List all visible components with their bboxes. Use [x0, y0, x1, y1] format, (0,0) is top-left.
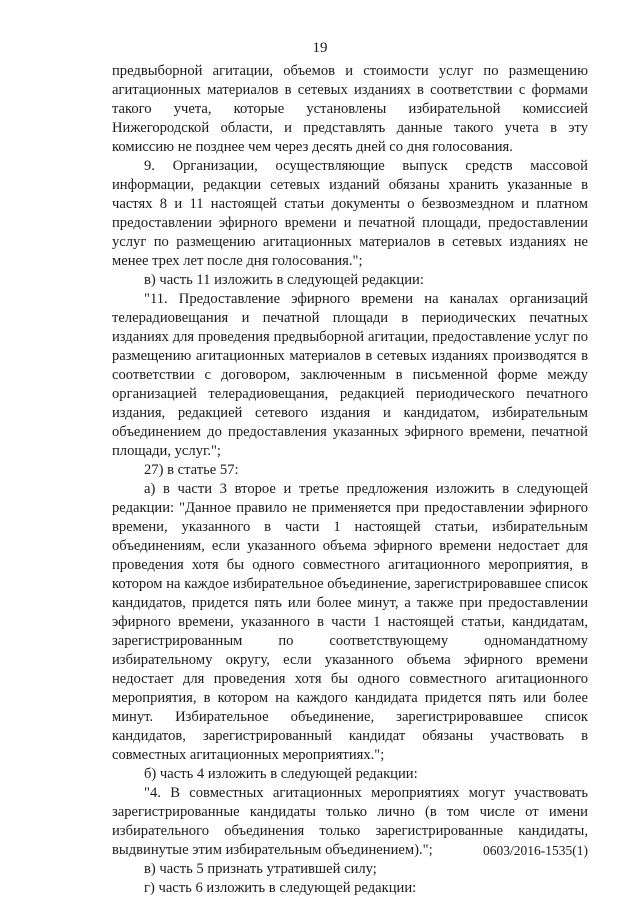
paragraph-continuation: предвыборной агитации, объемов и стоимости услуг по размещению агитационных материалов в сетевых изданиях в соответствии с формами такого учета, которые установлены избирательной комиссией Нижегородской области, и представлять данные такого учета в эту комиссию не позднее чем через десять дней со дня голосования.: [112, 63, 588, 155]
page-number: 19: [312, 40, 328, 56]
paragraph-item-v-part-11: в) часть 11 изложить в следующей редакции:: [144, 272, 424, 288]
paragraph-part-4-text: "4. В совместных агитационных мероприятиях могут участвовать зарегистрированные кандидаты только лично (в том числе от имени избирательного объединения только зарегистрированные кандидаты, выдвинутые этим избирательным объединением).";: [112, 785, 588, 858]
paragraph-part-9: 9. Организации, осуществляющие выпуск средств массовой информации, редакции сетевых изданий обязаны хранить указанные в частях 8 и 11 настоящей статьи документы о безвозмездном и платном предоставлении эфирного времени и печатной площади, предоставлении услуг по размещению агитационных материалов в сетевых изданиях не менее трех лет после дня голосования.";: [112, 158, 588, 269]
document-code: 0603/2016-1535(1): [483, 843, 588, 858]
paragraph-item-v-part-5: в) часть 5 признать утратившей силу;: [144, 861, 377, 877]
document-body: [112, 62, 588, 898]
paragraph-part-11-text: "11. Предоставление эфирного времени на каналах организаций телерадиовещания и печатной площади в периодических печатных изданиях для проведения предвыборной агитации, предоставление услуг по размещению агитационных материалов в сетевых изданиях производятся в соответствии с договором, заключенным в письменной форме между организацией телерадиовещания, редакцией периодического печатного издания, редакцией сетевого издания и кандидатом, избирательным объединением до предоставления указанных эфирного времени, печатной площади, услуг.";: [112, 291, 588, 459]
paragraph-item-b-part-4: б) часть 4 изложить в следующей редакции:: [144, 766, 418, 782]
paragraph-item-27: 27) в статье 57:: [144, 462, 239, 478]
paragraph-item-a-part-3: а) в части 3 второе и третье предложения изложить в следующей редакции: "Данное правило не применяется при предоставлении эфирного времени, указанного в части 1 настоящей статьи, избирательным объединениям, если указанного объема эфирного времени недостает для проведения хотя бы одного совместного агитационного мероприятия, в котором на каждое избирательное объединение, зарегистрировавшее список кандидатов, придется пять или более минут, а также при предоставлении эфирного времени, указанного в части 1 настоящей статьи, кандидатам, зарегистрированным по соответствующему одномандатному избирательному округу, если указанного объема эфирного времени недостает для проведения хотя бы одного совместного агитационного мероприятия, в котором на каждого кандидата придется пять или более минут. Избирательное объединение, зарегистрировавшее список кандидатов, зарегистрированный кандидат обязаны участвовать в совместных агитационных мероприятиях.";: [112, 481, 588, 763]
paragraph-item-g-part-6: г) часть 6 изложить в следующей редакции:: [144, 880, 417, 896]
